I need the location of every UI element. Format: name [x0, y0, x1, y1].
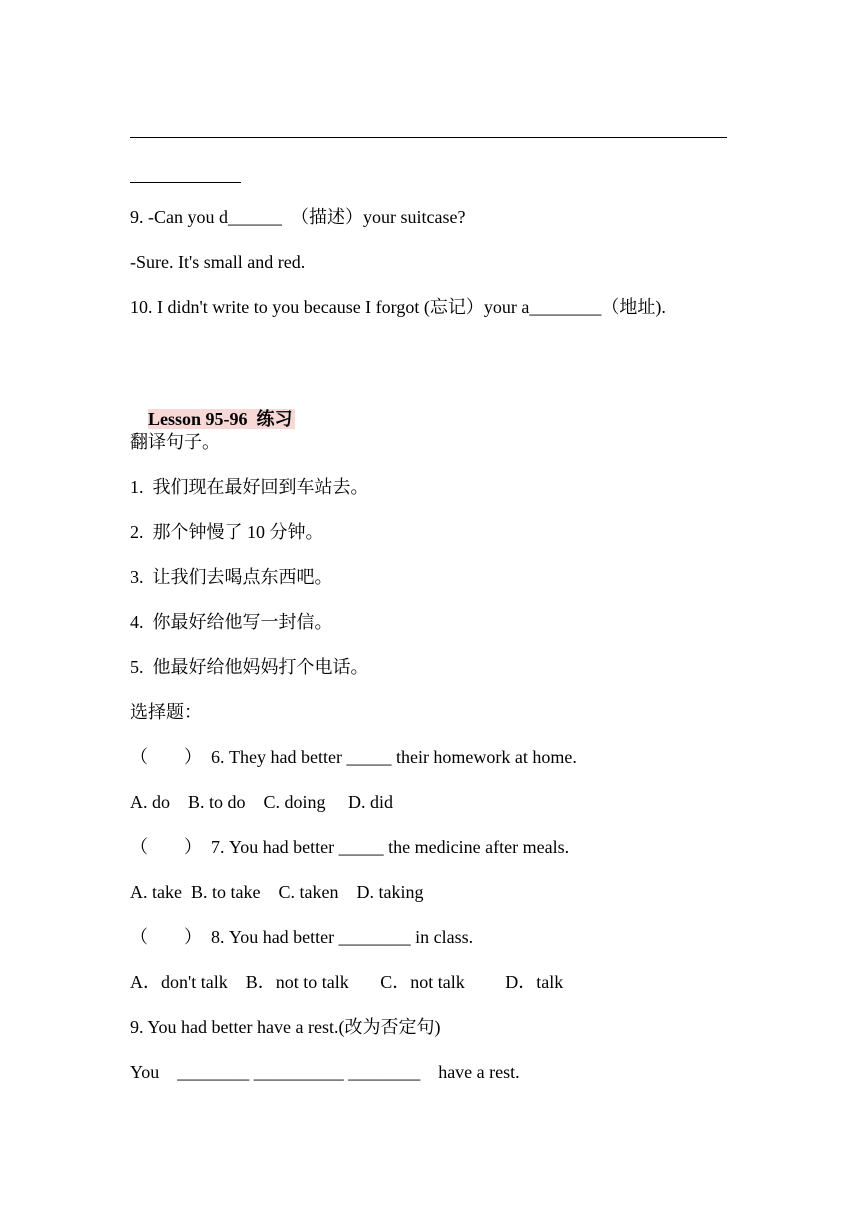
question-8-options: A．don't talk B．not to talk C．not talk D．talk	[130, 972, 564, 992]
question-6-options: A. do B. to do C. doing D. did	[130, 792, 394, 812]
choice-title: 选择题：	[130, 702, 202, 722]
question-7-options: A. take B. to take C. taken D. taking	[130, 882, 424, 902]
rewrite-answer: You ________ __________ ________ have a rest.	[130, 1062, 520, 1082]
rewrite-prompt: 9. You had better have a rest.(改为否定句)	[130, 1017, 441, 1037]
translate-item-3: 3. 让我们去喝点东西吧。	[130, 567, 333, 587]
translate-title: 翻译句子。	[130, 432, 220, 452]
question-9-describe: 9. -Can you d______ （描述）your suitcase?	[130, 207, 466, 227]
translate-item-5: 5. 他最好给他妈妈打个电话。	[130, 657, 369, 677]
lesson-heading: Lesson 95-96 练习	[148, 409, 293, 429]
question-7-stem: （ ） 7. You had better _____ the medicine after meals.	[130, 837, 570, 857]
translate-item-1: 1. 我们现在最好回到车站去。	[130, 477, 369, 497]
translate-item-4: 4. 你最好给他写一封信。	[130, 612, 333, 632]
question-6-stem: （ ） 6. They had better _____ their homework at home.	[130, 747, 577, 767]
answer-9-suitcase: -Sure. It's small and red.	[130, 252, 306, 272]
question-8-stem: （ ） 8. You had better ________ in class.	[130, 927, 474, 947]
translate-item-2: 2. 那个钟慢了 10 分钟。	[130, 522, 324, 542]
question-10-address: 10. I didn't write to you because I forgot (忘记）your a________（地址).	[130, 297, 666, 317]
answer-line-long	[130, 137, 727, 138]
section-heading	[130, 386, 295, 429]
answer-line-short	[130, 182, 241, 183]
